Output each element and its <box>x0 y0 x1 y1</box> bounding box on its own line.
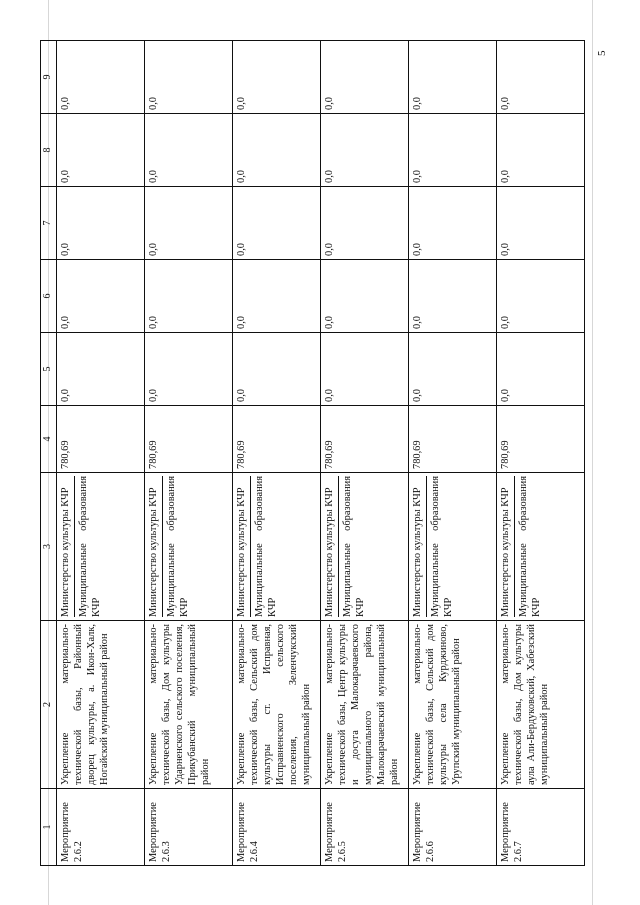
responsible-party: Муниципальные образования КЧР <box>253 476 278 617</box>
rotated-table-wrapper <box>40 41 607 866</box>
responsible-party: Муниципальные образования КЧР <box>429 476 454 617</box>
value-cell-v7: 0,0 <box>56 187 144 260</box>
value-cell-v4: 780,69 <box>232 406 320 473</box>
responsible-party: Муниципальные образования КЧР <box>165 476 190 617</box>
value-cell-v6: 0,0 <box>144 260 232 333</box>
responsible-cell <box>56 473 144 621</box>
responsible-party: Министерство культуры КЧР <box>235 476 251 617</box>
column-number: 6 <box>41 260 57 333</box>
value-cell-v8: 0,0 <box>232 114 320 187</box>
table-row <box>320 41 408 866</box>
column-number: 7 <box>41 187 57 260</box>
table-row <box>232 41 320 866</box>
value-cell-v5: 0,0 <box>408 333 496 406</box>
column-number-row <box>41 41 57 866</box>
measure-id-cell: Мероприятие 2.6.6 <box>408 789 496 866</box>
responsible-party: Министерство культуры КЧР <box>59 476 75 617</box>
value-cell-v8: 0,0 <box>408 114 496 187</box>
measure-description-cell: Укрепление материально-технической базы, Дом культуры Ударненского сельского поселения, Прикубанский муниципальный район <box>144 621 232 789</box>
measure-description-cell: Укрепление материально-технической базы, Дом культуры аула Али-Бердуковский, Хабезский муниципальный район <box>496 621 584 789</box>
measures-table <box>40 40 585 866</box>
responsible-party: Министерство культуры КЧР <box>499 476 515 617</box>
value-cell-v9: 0,0 <box>496 41 584 114</box>
value-cell-v6: 0,0 <box>408 260 496 333</box>
value-cell-v6: 0,0 <box>232 260 320 333</box>
value-cell-v4: 780,69 <box>496 406 584 473</box>
value-cell-v7: 0,0 <box>320 187 408 260</box>
column-number: 3 <box>41 473 57 621</box>
responsible-cell <box>232 473 320 621</box>
column-number: 4 <box>41 406 57 473</box>
table-row <box>56 41 144 866</box>
value-cell-v9: 0,0 <box>232 41 320 114</box>
value-cell-v4: 780,69 <box>408 406 496 473</box>
value-cell-v8: 0,0 <box>56 114 144 187</box>
measure-id-cell: Мероприятие 2.6.2 <box>56 789 144 866</box>
responsible-cell <box>144 473 232 621</box>
value-cell-v4: 780,69 <box>56 406 144 473</box>
value-cell-v4: 780,69 <box>320 406 408 473</box>
value-cell-v5: 0,0 <box>56 333 144 406</box>
value-cell-v6: 0,0 <box>320 260 408 333</box>
value-cell-v8: 0,0 <box>320 114 408 187</box>
measure-description-cell: Укрепление материально-технической базы, Районный дворец культуры, а. Икон-Халк, Ногайский муниципальный район <box>56 621 144 789</box>
page-number: 5 <box>596 50 608 56</box>
value-cell-v9: 0,0 <box>56 41 144 114</box>
value-cell-v9: 0,0 <box>144 41 232 114</box>
value-cell-v5: 0,0 <box>232 333 320 406</box>
responsible-party: Министерство культуры КЧР <box>323 476 339 617</box>
value-cell-v7: 0,0 <box>408 187 496 260</box>
measure-id-cell: Мероприятие 2.6.3 <box>144 789 232 866</box>
value-cell-v9: 0,0 <box>408 41 496 114</box>
value-cell-v7: 0,0 <box>496 187 584 260</box>
responsible-cell <box>320 473 408 621</box>
column-number: 5 <box>41 333 57 406</box>
column-number: 1 <box>41 789 57 866</box>
measure-id-cell: Мероприятие 2.6.5 <box>320 789 408 866</box>
responsible-cell <box>408 473 496 621</box>
responsible-party: Муниципальные образования КЧР <box>77 476 102 617</box>
table-row <box>408 41 496 866</box>
table-row <box>496 41 584 866</box>
measure-id-cell: Мероприятие 2.6.7 <box>496 789 584 866</box>
value-cell-v9: 0,0 <box>320 41 408 114</box>
table-row <box>144 41 232 866</box>
measure-description-cell: Укрепление материально-технической базы, Центр культуры и досуга Малокарачаевского муниципального района, Малокарачаевский муниципальный район <box>320 621 408 789</box>
responsible-party: Муниципальные образования КЧР <box>341 476 366 617</box>
responsible-party: Министерство культуры КЧР <box>147 476 163 617</box>
value-cell-v7: 0,0 <box>232 187 320 260</box>
value-cell-v8: 0,0 <box>144 114 232 187</box>
value-cell-v6: 0,0 <box>56 260 144 333</box>
measure-description-cell: Укрепление материально-технической базы, Сельский дом культуры ст. Исправная, Исправненского сельского поселения, Зеленчукский муниципальный район <box>232 621 320 789</box>
responsible-party: Муниципальные образования КЧР <box>517 476 542 617</box>
value-cell-v6: 0,0 <box>496 260 584 333</box>
value-cell-v8: 0,0 <box>496 114 584 187</box>
table-body <box>41 41 585 866</box>
value-cell-v5: 0,0 <box>320 333 408 406</box>
column-number: 2 <box>41 621 57 789</box>
responsible-party: Министерство культуры КЧР <box>411 476 427 617</box>
value-cell-v5: 0,0 <box>144 333 232 406</box>
value-cell-v7: 0,0 <box>144 187 232 260</box>
value-cell-v4: 780,69 <box>144 406 232 473</box>
responsible-cell <box>496 473 584 621</box>
measure-description-cell: Укрепление материально-технической базы, Сельский дом культуры села Курджиново, Урупский муниципальный район <box>408 621 496 789</box>
measure-id-cell: Мероприятие 2.6.4 <box>232 789 320 866</box>
value-cell-v5: 0,0 <box>496 333 584 406</box>
column-number: 9 <box>41 41 57 114</box>
column-number: 8 <box>41 114 57 187</box>
